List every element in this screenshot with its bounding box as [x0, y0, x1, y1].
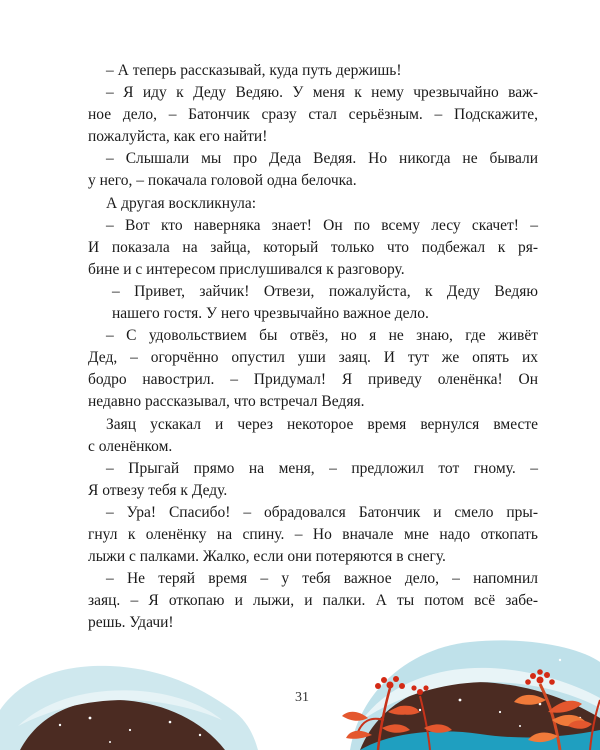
text-line: Дед, – огорчённо опустил уши заяц. И тут же опять их [88, 349, 538, 367]
text-line: – С удовольствием бы отвёз, но я не знаю, где живёт [106, 327, 538, 345]
text-line: с оленёнком. [88, 437, 173, 455]
text-line: недавно рассказывал, что встречал Ведяя. [88, 393, 365, 411]
text-line: Заяц ускакал и через некоторое время вернулся вместе [106, 415, 538, 433]
text-line: бодро навострил. – Придумал! Я приведу оленёнка! Он [88, 371, 538, 389]
text-line: ное дело, – Батончик сразу стал серьёзным. – Подскажите, [88, 106, 538, 124]
winter-illustration [0, 600, 600, 750]
text-line: у него, – покачала головой одна белочка. [88, 172, 357, 190]
text-line: решь. Удачи! [88, 614, 174, 632]
text-line: – Слышали мы про Деда Ведяя. Но никогда не бывали [106, 150, 538, 168]
text-line: – Не теряй время – у тебя важное дело, – напомнил [106, 570, 538, 588]
text-line: А другая воскликнула: [106, 194, 257, 212]
text-line: заяц. – Я откопаю и лыжи, и палки. А ты потом всё забе- [88, 592, 538, 610]
text-line: Я отвезу тебя к Деду. [88, 481, 228, 499]
story-text [88, 60, 538, 634]
text-line: – Привет, зайчик! Отвези, пожалуйста, к Деду Ведяю [112, 282, 538, 300]
text-line: – Я иду к Деду Ведяю. У меня к нему чрезвычайно важ- [106, 84, 538, 102]
text-line: – Вот кто наверняка знает! Он по всему лесу скачет! – [106, 216, 538, 234]
text-line: лыжи с палками. Жалко, если они потеряются в снегу. [88, 548, 446, 566]
text-line: – А теперь рассказывай, куда путь держишь! [106, 62, 402, 79]
text-line: И показала на зайца, который только что подбежал к ря- [88, 238, 538, 256]
text-line: пожалуйста, как его найти! [88, 128, 268, 146]
text-line: бине и с интересом прислушивался к разговору. [88, 260, 405, 278]
text-line: – Ура! Спасибо! – обрадовался Батончик и смело пры- [106, 503, 538, 521]
page-number: 31 [295, 690, 309, 705]
text-line: нашего гостя. У него чрезвычайно важное дело. [112, 305, 429, 323]
text-line: – Прыгай прямо на меня, – предложил тот гному. – [106, 459, 538, 477]
text-line: гнул к оленёнку на спину. – Но вначале мне надо откопать [88, 525, 538, 543]
